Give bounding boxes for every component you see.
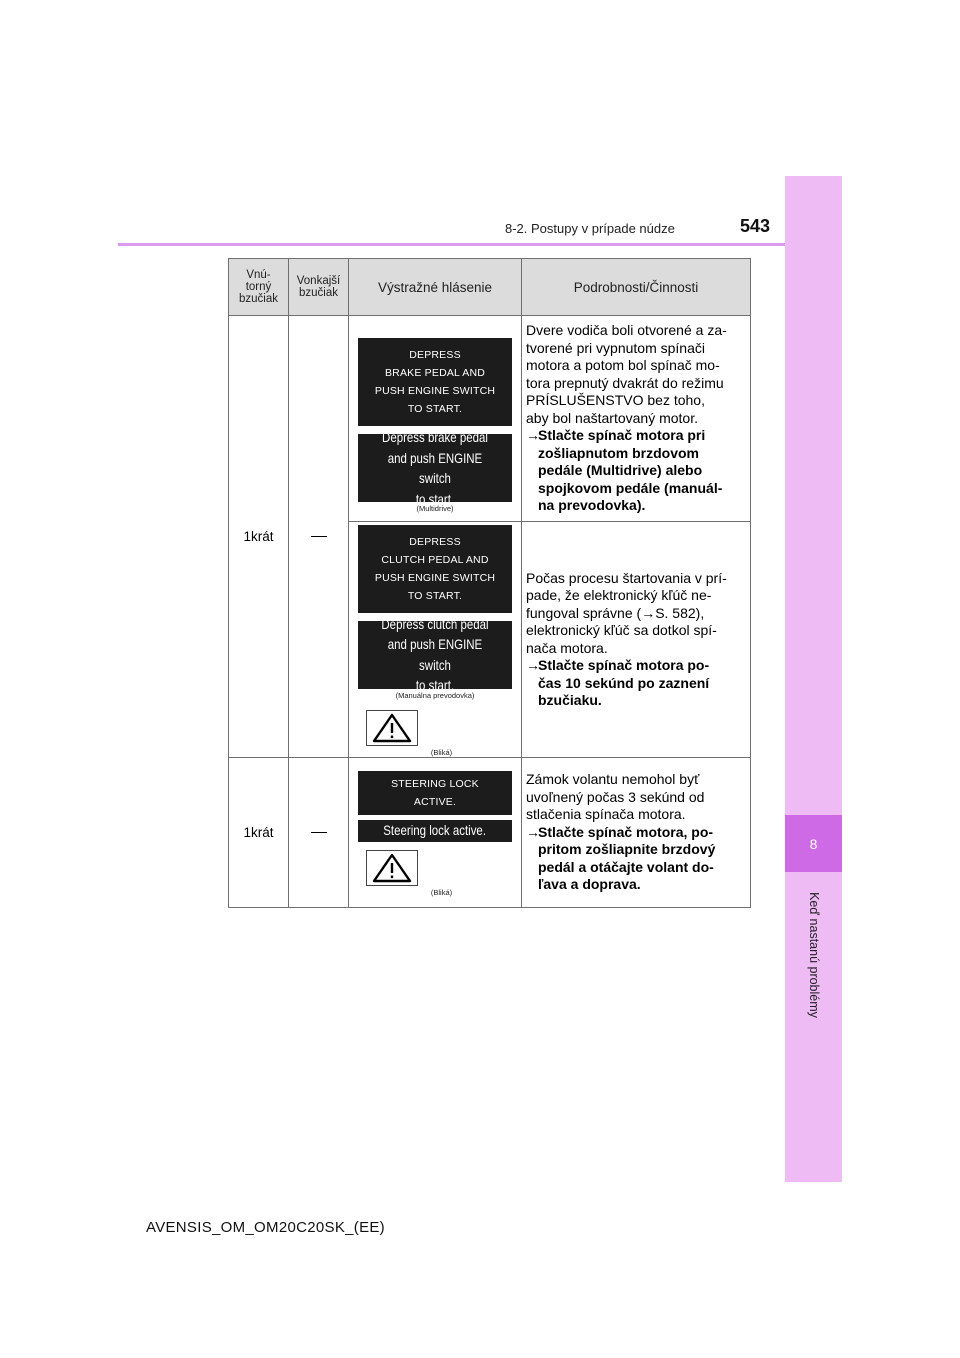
details-cell bbox=[522, 316, 751, 522]
display-panel-lower: Steering lock active. bbox=[358, 820, 512, 842]
warning-message-cell bbox=[349, 316, 522, 522]
chapter-number-badge bbox=[785, 815, 842, 872]
header-details: Podrobnosti/Činnosti bbox=[522, 259, 751, 316]
panel-caption: (Manuálna prevodovka) bbox=[395, 690, 475, 700]
arrow-icon: → bbox=[526, 427, 540, 444]
display-panel-lower: Depress clutch pedal and push ENGINE switch to start. bbox=[358, 621, 512, 689]
dash-icon bbox=[311, 536, 327, 537]
chapter-title-vertical bbox=[780, 880, 847, 1030]
action-text: Stlačte spínač motora, po- pritom zošliapnite brzdový pedál a otáčajte volant do- ľava a doprava. bbox=[538, 823, 716, 893]
warning-message-table bbox=[228, 258, 751, 908]
table-row bbox=[229, 316, 751, 522]
warning-caption: (Bliká) bbox=[430, 747, 453, 757]
page-number: 543 bbox=[740, 216, 771, 236]
details-text: Počas procesu štartovania v prí- pade, že elektronický kľúč ne- fungoval správne (→S. 582), elektronický kľúč sa dotkol spí- nača motora. bbox=[526, 569, 727, 656]
external-buzzer-cell bbox=[289, 316, 349, 758]
arrow-icon: → bbox=[641, 604, 656, 621]
warning-message-cell bbox=[349, 522, 522, 758]
action-text: Stlačte spínač motora pri zošliapnutom brzdovom pedále (Multidrive) alebo spojkovom pedále (manuál- na prevodovka). bbox=[538, 427, 723, 514]
chapter-title: Keď nastanú problémy bbox=[806, 892, 821, 1018]
internal-buzzer-count: 1krát bbox=[229, 316, 289, 758]
table-row bbox=[229, 758, 751, 908]
warning-triangle-icon bbox=[366, 850, 418, 886]
table-header-row bbox=[229, 259, 751, 316]
action-text: Stlačte spínač motora po- čas 10 sekúnd po zaznení bzučiaku. bbox=[538, 657, 710, 708]
action-item bbox=[526, 657, 746, 710]
arrow-icon: → bbox=[526, 657, 540, 673]
header-divider bbox=[118, 243, 785, 246]
warning-indicator bbox=[358, 710, 512, 757]
warning-message-cell bbox=[349, 758, 522, 908]
display-panel-lower: Depress brake pedal and push ENGINE switch to start. bbox=[358, 434, 512, 502]
header-internal-buzzer: Vnú- torný bzučiak bbox=[229, 259, 289, 316]
chapter-side-tab bbox=[785, 176, 842, 1182]
details-text: Zámok volantu nemohol byť uvoľnený počas 3 sekúnd od stlačenia spínača motora. bbox=[526, 771, 705, 823]
chapter-number: 8 bbox=[809, 835, 818, 852]
details-cell bbox=[522, 758, 751, 908]
display-panel-upper: DEPRESS CLUTCH PEDAL AND PUSH ENGINE SWITCH TO START. bbox=[358, 525, 512, 613]
action-item bbox=[526, 824, 746, 894]
action-item bbox=[526, 427, 746, 515]
panel-caption: (Multidrive) bbox=[416, 504, 454, 513]
warning-triangle-icon bbox=[366, 710, 418, 746]
warning-caption: (Bliká) bbox=[430, 887, 453, 897]
header-warning-message: Výstražné hlásenie bbox=[349, 259, 522, 316]
section-title: 8-2. Postupy v prípade núdze bbox=[505, 221, 675, 236]
dash-icon bbox=[311, 832, 327, 833]
arrow-icon: → bbox=[526, 823, 540, 840]
external-buzzer-cell bbox=[289, 758, 349, 908]
display-panel-upper: STEERING LOCK ACTIVE. bbox=[358, 771, 512, 815]
details-cell bbox=[522, 522, 751, 758]
details-text: Dvere vodiča boli otvorené a za- tvorené pri vypnutom spínači motora a potom bol spínač mo- tora prepnutý dvakrát do režimu PRÍSLUŠENSTVO bez toho, aby bol naštartovaný motor. bbox=[526, 322, 727, 426]
display-panel-upper: DEPRESS BRAKE PEDAL AND PUSH ENGINE SWITCH TO START. bbox=[358, 338, 512, 426]
warning-indicator bbox=[358, 850, 512, 897]
header-external-buzzer: Vonkajší bzučiak bbox=[289, 259, 349, 316]
document-code: AVENSIS_OM_OM20C20SK_(EE) bbox=[146, 1219, 385, 1236]
internal-buzzer-count: 1krát bbox=[229, 758, 289, 908]
